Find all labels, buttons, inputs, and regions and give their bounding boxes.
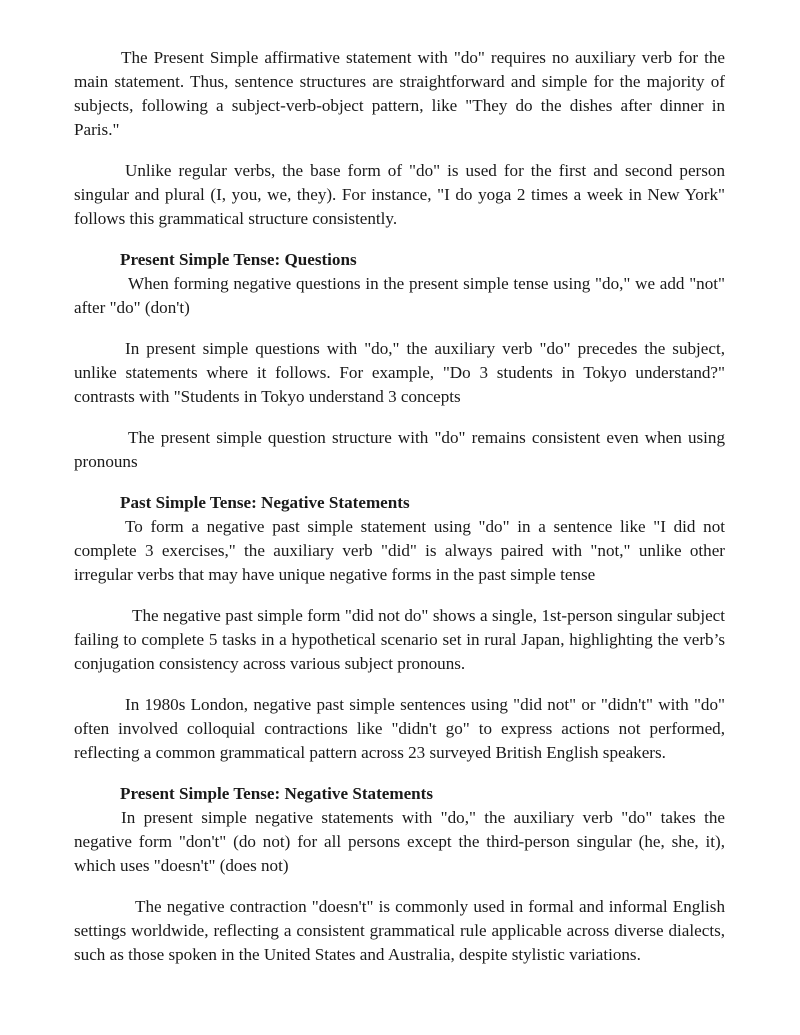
paragraph: The negative past simple form "did not do" shows a single, 1st-person singular subject failing to complete 5 tasks in a hypothetical scenario set in rural Japan, highlighting the verb’s conjugation consistency across various subject pronouns.	[74, 606, 725, 673]
paragraph: In 1980s London, negative past simple sentences using "did not" or "didn't" with "do" often involved colloquial contractions like "didn't go" to express actions not performed, reflecting a common grammatical pattern across 23 surveyed British English speakers.	[74, 695, 725, 762]
paragraph: The Present Simple affirmative statement with "do" requires no auxiliary verb for the main statement. Thus, sentence structures are straightforward and simple for the majority of subjects, following a subject-verb-object pattern, like "They do the dishes after dinner in Paris."	[74, 48, 725, 139]
paragraph: Unlike regular verbs, the base form of "do" is used for the first and second person singular and plural (I, you, we, they). For instance, "I do yoga 2 times a week in New York" follows this grammatical structure consistently.	[74, 161, 725, 228]
section-heading: Past Simple Tense: Negative Statements	[120, 493, 410, 512]
paragraph: In present simple negative statements with "do," the auxiliary verb "do" takes the negative form "don't" (do not) for all persons except the third-person singular (he, she, it), which uses "doesn't" (does not)	[74, 808, 725, 875]
paragraph: In present simple questions with "do," the auxiliary verb "do" precedes the subject, unlike statements where it follows. For example, "Do 3 students in Tokyo understand?" contrasts with "Students in Tokyo understand 3 concepts	[74, 339, 725, 406]
paragraph: The present simple question structure with "do" remains consistent even when using pronouns	[74, 428, 725, 471]
paragraph: To form a negative past simple statement using "do" in a sentence like "I did not complete 3 exercises," the auxiliary verb "did" is always paired with "not," unlike other irregular verbs that may have unique negative forms in the past simple tense	[74, 517, 725, 584]
paragraph: When forming negative questions in the present simple tense using "do," we add "not" after "do" (don't)	[74, 274, 725, 317]
section-heading: Present Simple Tense: Questions	[120, 250, 357, 269]
paragraph: The negative contraction "doesn't" is commonly used in formal and informal English settings worldwide, reflecting a consistent grammatical rule applicable across diverse dialects, such as those spoken in the United States and Australia, despite stylistic variations.	[74, 897, 725, 964]
section-heading: Present Simple Tense: Negative Statements	[120, 784, 434, 803]
